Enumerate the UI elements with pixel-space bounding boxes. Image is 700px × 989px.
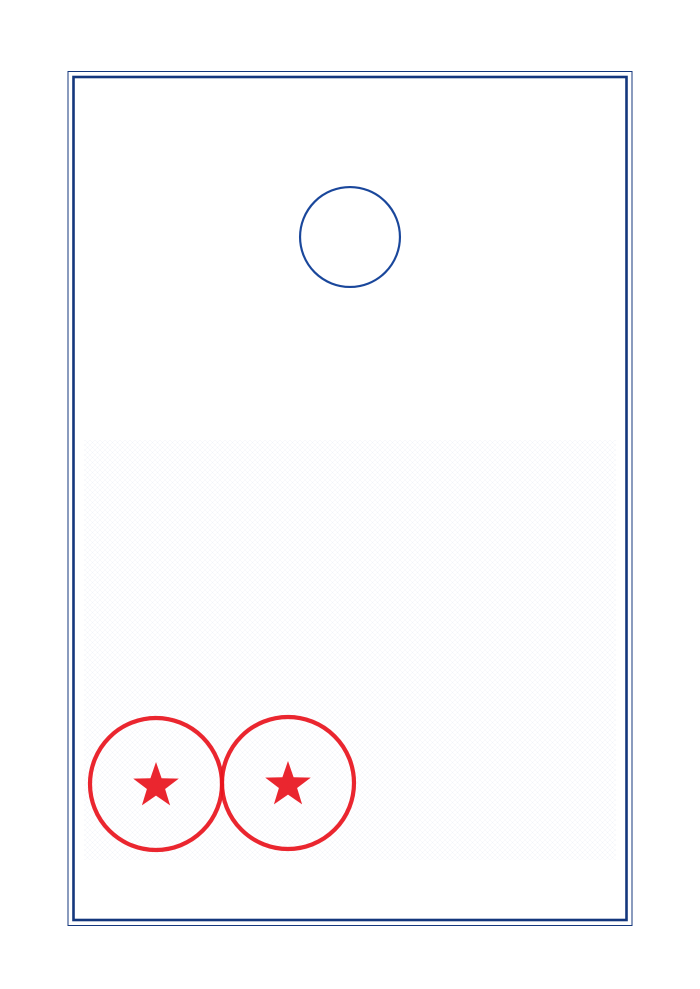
- qr-code-verify: [522, 722, 615, 815]
- issuer-seal-icon: [86, 714, 226, 854]
- certificate-number-line: [0, 364, 700, 384]
- seal-star-icon: [265, 761, 311, 804]
- credit-evaluation-logo-icon: [296, 183, 404, 291]
- platform-seal: [218, 713, 358, 853]
- detail-row: [103, 616, 111, 647]
- credit-evaluation-logo: [296, 183, 404, 291]
- qr-code-verify-icon: [522, 722, 615, 815]
- detail-row: [103, 647, 111, 678]
- issuer-seal: [86, 714, 226, 854]
- platform-seal-icon: [218, 713, 358, 853]
- seal-star-icon: [133, 762, 179, 805]
- qr-code-cecbid: [412, 722, 505, 815]
- detail-row: [103, 677, 111, 708]
- qr-code-cecbid-icon: [412, 722, 505, 815]
